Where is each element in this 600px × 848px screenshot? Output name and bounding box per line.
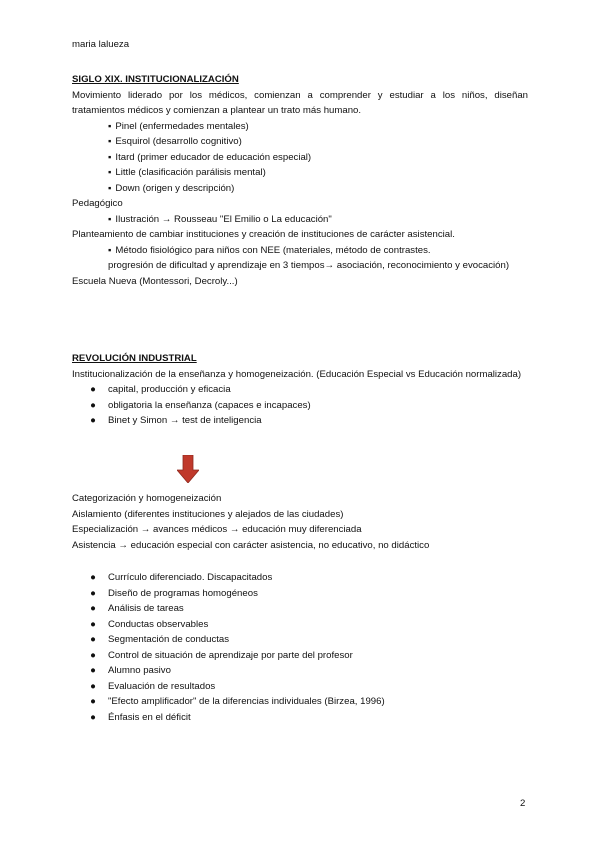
pedagogic-label: Pedagógico: [72, 198, 123, 209]
bullet-list: [72, 382, 528, 429]
list-item: ● "Efecto amplificador" de la diferencias individuales (Birzea, 1996): [72, 694, 528, 710]
bullet-icon: ●: [90, 696, 96, 707]
list-item: ▪ Little (clasificación parálisis mental): [108, 165, 528, 181]
authors-list: [72, 119, 528, 197]
bullet-icon: ●: [90, 415, 96, 426]
list-item: ● Control de situación de aprendizaje por parte del profesor: [72, 648, 528, 664]
list-item: ● Currículo diferenciado. Discapacitados: [72, 570, 528, 586]
method-detail: progresión de dificultad y aprendizaje en 3 tiempos→ asociación, reconocimiento y evocación): [108, 260, 510, 271]
down-arrow-icon: [177, 455, 199, 483]
list-item: ● Segmentación de conductas: [72, 632, 528, 648]
summary-line: Especialización → avances médicos → educación muy diferenciada: [72, 524, 362, 535]
list-item: ● Conductas observables: [72, 617, 528, 633]
summary-lines: [72, 491, 528, 553]
pedagogic-list: [72, 212, 528, 228]
bullet-icon: ●: [90, 399, 96, 411]
list-item: ● Análisis de tareas: [72, 601, 528, 617]
page-number: 2: [520, 798, 526, 809]
list-item: ▪ Itard (primer educador de educación especial): [108, 150, 528, 166]
list-item: ● Binet y Simon → test de inteligencia: [72, 413, 528, 429]
summary-line: Aislamiento (diferentes instituciones y alejados de las ciudades): [72, 508, 344, 520]
section-intro: Movimiento liderado por los médicos, comienzan a comprender y estudiar a los niños, diseñan tratamientos médicos y comienzan a plantear un trato más humano.: [72, 89, 528, 116]
list-item: ● Alumno pasivo: [72, 663, 528, 679]
summary-line: Categorización y homogeneización: [72, 493, 222, 504]
list-item: ● obligatoria la enseñanza (capaces e incapaces): [72, 398, 528, 414]
list-item: ● capital, producción y eficacia: [72, 382, 528, 398]
list-item: ▪ Pinel (enfermedades mentales): [108, 119, 528, 135]
bullet-icon: ●: [90, 711, 96, 723]
bullet-icon: ●: [90, 618, 96, 630]
bullet-icon: ●: [90, 572, 96, 583]
bullet-icon: ●: [90, 665, 96, 676]
bullet-icon: ●: [90, 680, 96, 692]
summary-line: Asistencia → educación especial con carácter asistencia, no educativo, no didáctico: [72, 539, 430, 551]
bullet-icon: ●: [90, 603, 96, 614]
list-item: ● Énfasis en el déficit: [72, 710, 528, 726]
approach-text: Planteamiento de cambiar instituciones y creación de instituciones de carácter asistencial.: [72, 229, 455, 240]
new-school-text: Escuela Nueva (Montessori, Decroly...): [72, 275, 238, 287]
list-item: ▪ Down (origen y descripción): [108, 181, 528, 197]
author-name: maria lalueza: [72, 39, 130, 50]
bullet-icon: ●: [90, 634, 96, 645]
section-institucionalizacion: [72, 72, 528, 289]
bullet-icon: ●: [90, 384, 96, 395]
list-item: ▪ Ilustración → Rousseau "El Emilio o La educación": [108, 212, 528, 228]
list-item: ▪ Método fisiológico para niños con NEE (materiales, método de contrastes.: [108, 243, 528, 259]
section-intro: Institucionalización de la enseñanza y homogeneización. (Educación Especial vs Educación normalizada): [72, 368, 522, 380]
list-item: ▪ Esquirol (desarrollo cognitivo): [108, 134, 528, 150]
features-list: [72, 570, 528, 725]
bullet-icon: ●: [90, 587, 96, 599]
section-title: SIGLO XIX. INSTITUCIONALIZACIÓN: [72, 74, 239, 85]
features-section: [72, 570, 528, 725]
list-item: ● Diseño de programas homogéneos: [72, 586, 528, 602]
section-title: REVOLUCIÓN INDUSTRIAL: [72, 353, 197, 364]
method-list: [72, 243, 528, 259]
section-revolucion-industrial: [72, 351, 528, 429]
bullet-icon: ●: [90, 649, 96, 661]
list-item: ● Evaluación de resultados: [72, 679, 528, 695]
